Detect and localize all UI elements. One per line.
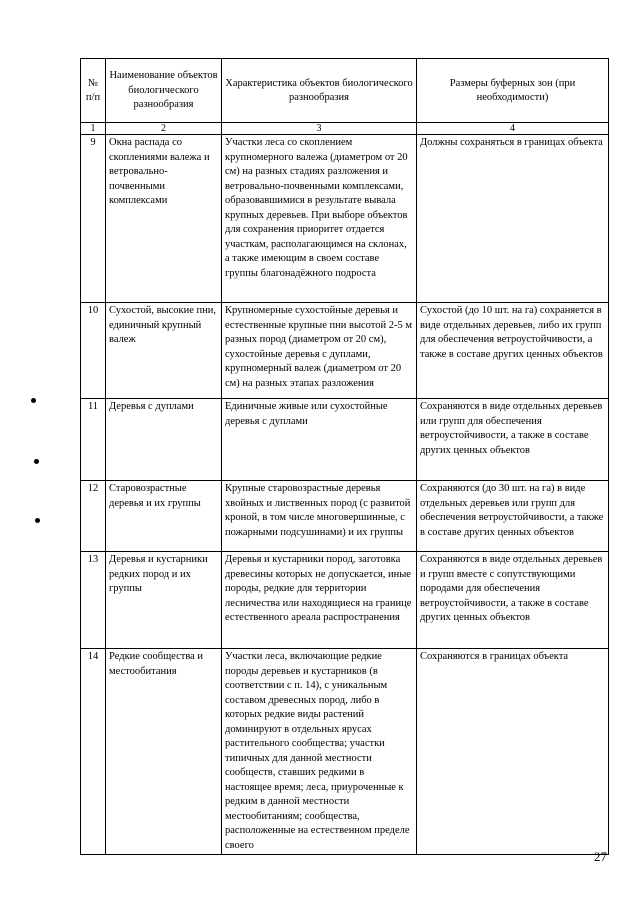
row-number: 13 [81,552,106,649]
row-number: 12 [81,481,106,552]
buffer-zone: Сохраняются (до 30 шт. на га) в виде отдельных деревьев или групп для обеспечения ветроустойчивости, а также в составе других ценных объектов [417,481,609,552]
binder-hole-mark [31,398,36,403]
header-number: № п/п [81,59,106,123]
object-name: Редкие сообщества и местообитания [106,649,222,855]
object-characteristic: Участки леса, включающие редкие породы деревьев и кустарников (в соответствии с п. 14), с уникальным составом древесных пород, либо в которых редкие виды растений доминируют в отдельных ярусах растительного сообщества; участки типичных для данной местности сообществ, ставших редкими в настоящее время; леса, приуроченные к редким в данной местности местообитаниям; сообщества, расположенные на естественном пределе своего [222,649,417,855]
object-characteristic: Крупные старовозрастные деревья хвойных и лиственных пород (с развитой кроной, в том числе многовершинные, с пожарными подсушинами) и их группы [222,481,417,552]
binder-hole-mark [35,518,40,523]
table-row [81,399,609,481]
object-characteristic: Участки леса со скоплением крупномерного валежа (диаметром от 20 см) на разных стадиях разложения и ветровально-почвенными комплексами, образовавшимися в результате вывала крупных деревьев. При выборе объектов для сохранения приоритет отдается участкам, располагающимся на склонах, а также имеющим в своем составе группы благонадёжного подроста [222,135,417,303]
header-row [81,59,609,123]
column-number: 2 [106,123,222,135]
buffer-zone: Сохраняются в виде отдельных деревьев и групп вместе с сопутствующими породами для обеспечения ветроустойчивости, а также в составе других ценных объектов [417,552,609,649]
row-number: 11 [81,399,106,481]
header-object-name: Наименование объектов биологического разнообразия [106,59,222,123]
column-number: 4 [417,123,609,135]
object-name: Окна распада со скоплениями валежа и ветровально-почвенными комплексами [106,135,222,303]
table-row [81,649,609,855]
biodiversity-table [80,58,609,855]
row-number: 14 [81,649,106,855]
page-number: 27 [594,849,607,864]
object-characteristic: Деревья и кустарники пород, заготовка древесины которых не допускается, иные породы, редкие для территории лесничества или находящиеся на границе естественного ареала распространения [222,552,417,649]
binder-hole-mark [34,459,39,464]
row-number: 10 [81,303,106,399]
table-row [81,135,609,303]
header-characteristic: Характеристика объектов биологического разнообразия [222,59,417,123]
object-name: Деревья и кустарники редких пород и их группы [106,552,222,649]
buffer-zone: Сохраняются в виде отдельных деревьев или групп для обеспечения ветроустойчивости, а также в составе других ценных объектов [417,399,609,481]
object-name: Сухостой, высокие пни, единичный крупный валеж [106,303,222,399]
object-name: Старовозрастные деревья и их группы [106,481,222,552]
column-number: 1 [81,123,106,135]
object-name: Деревья с дуплами [106,399,222,481]
buffer-zone: Должны сохраняться в границах объекта [417,135,609,303]
buffer-zone: Сухостой (до 10 шт. на га) сохраняется в виде отдельных деревьев, либо их групп для обеспечения ветроустойчивости, а также в составе других ценных объектов [417,303,609,399]
object-characteristic: Единичные живые или сухостойные деревья с дуплами [222,399,417,481]
object-characteristic: Крупномерные сухостойные деревья и естественные крупные пни высотой 2-5 м разных пород (диаметром от 20 см), сухостойные деревья с дуплами, крупномерный валеж (диаметром от 20 см) на разных этапах разложения [222,303,417,399]
column-number: 3 [222,123,417,135]
table-row [81,481,609,552]
column-number-row [81,123,609,135]
buffer-zone: Сохраняются в границах объекта [417,649,609,855]
table-row [81,552,609,649]
row-number: 9 [81,135,106,303]
header-buffer-zone: Размеры буферных зон (при необходимости) [417,59,609,123]
table-row [81,303,609,399]
